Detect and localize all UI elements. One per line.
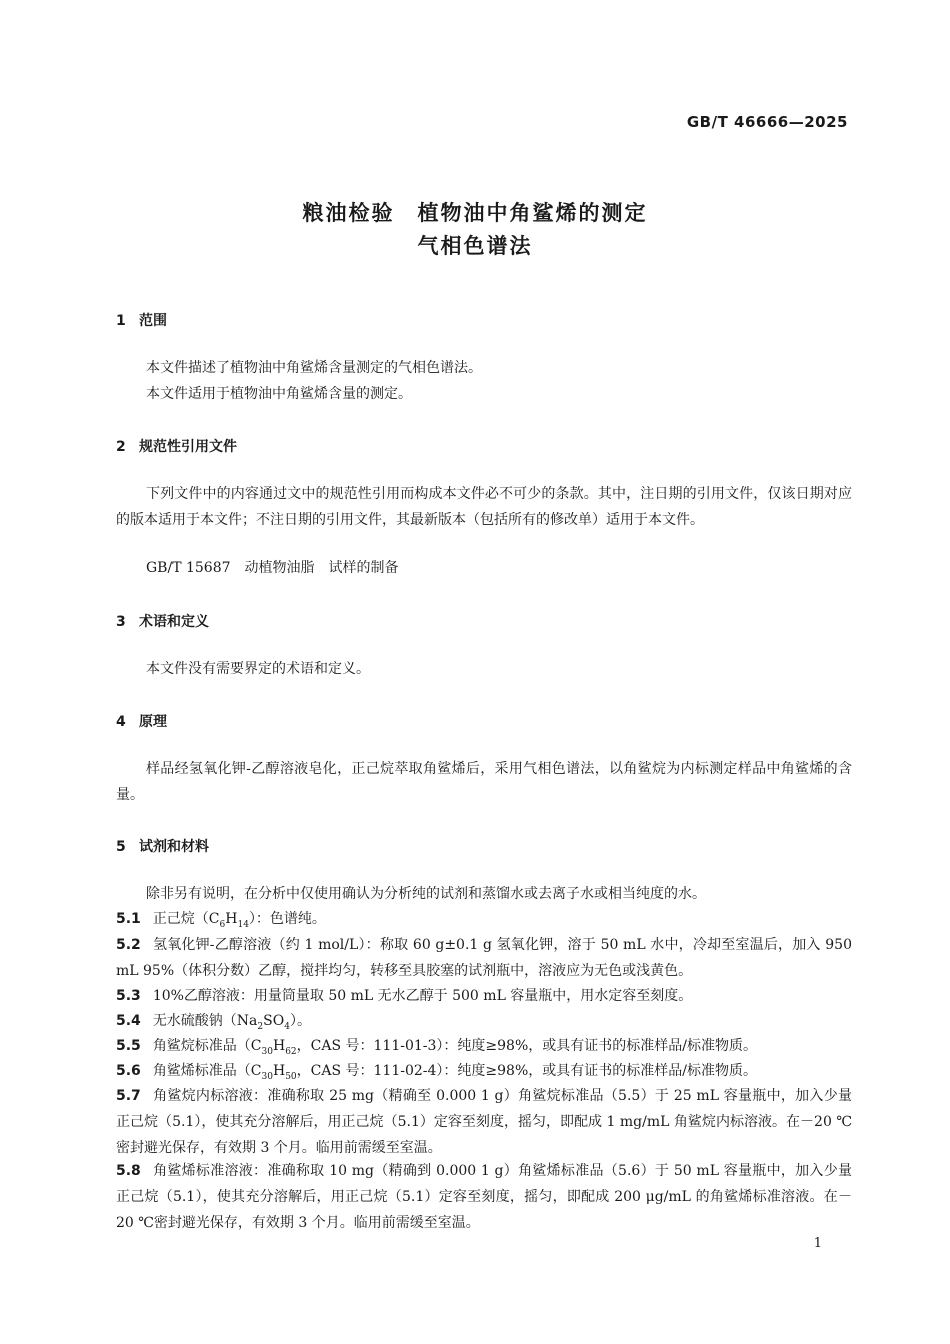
section-3-paragraph: 本文件没有需要界定的术语和定义。: [146, 661, 370, 677]
item-5-3: 5.3 10%乙醇溶液：用量筒量取 50 mL 无水乙醇于 500 mL 容量瓶中，用水定容至刻度。: [116, 988, 693, 1004]
section-1-paragraph-1: 本文件描述了植物油中角鲨烯含量测定的气相色谱法。: [146, 360, 482, 376]
item-5-6: 5.6 角鲨烯标准品（$C_{30}H_{50}$，CAS 号：111-02-4）：纯度≥98%，或具有证书的标准样品/标准物质。: [116, 1063, 757, 1082]
section-4-heading: 4 原理: [116, 714, 167, 730]
item-5-4: 5.4 无水硫酸钠$(Na_2SO_4)$。: [116, 1013, 311, 1032]
item-5-1: 5.1 正己烷$(C_6H_{14})$：色谱纯。: [116, 911, 326, 930]
section-2-heading: 2 规范性引用文件: [116, 439, 237, 455]
item-5-5: 5.5 角鲨烷标准品（$C_{30}H_{62}$，CAS 号：111-01-3）：纯度≥98%，或具有证书的标准样品/标准物质。: [116, 1038, 757, 1057]
section-2-paragraph: 下列文件中的内容通过文中的规范性引用而构成本文件必不可少的条款。其中，注日期的引用文件，仅该日期对应的版本适用于本文件；不注日期的引用文件，其最新版本（包括所有的修改单）适用于本文件。: [116, 486, 852, 528]
normative-reference: GB/T 15687 动植物油脂 试样的制备: [146, 560, 399, 576]
standard-number: GB/T 46666—2025: [686, 113, 848, 131]
document-subtitle: 气相色谱法: [417, 234, 533, 258]
section-1-heading: 1 范围: [116, 313, 167, 329]
item-5-7: 5.7 角鲨烷内标溶液：准确称取 25 mg（精确至 0.000 1 g）角鲨烷标准品（5.5）于 25 mL 容量瓶中，加入少量正己烷（5.1），使其充分溶解后，用正己烷（5.1）定容至刻度，摇匀，即配成 1 mg/mL 角鲨烷内标溶液。在－20 ℃密封避光保存，有效期 3 个月。临用前需缓至室温。: [116, 1088, 852, 1156]
section-3-heading: 3 术语和定义: [116, 614, 209, 630]
section-1-paragraph-2: 本文件适用于植物油中角鲨烯含量的测定。: [146, 386, 412, 402]
section-5-heading: 5 试剂和材料: [116, 839, 209, 855]
document-title: 粮油检验 植物油中角鲨烯的测定: [302, 201, 648, 225]
section-4-paragraph: 样品经氢氧化钾-乙醇溶液皂化，正己烷萃取角鲨烯后，采用气相色谱法，以角鲨烷为内标测定样品中角鲨烯的含量。: [116, 761, 852, 803]
page-number: 1: [813, 1236, 822, 1251]
section-5-intro: 除非另有说明，在分析中仅使用确认为分析纯的试剂和蒸馏水或去离子水或相当纯度的水。: [146, 886, 706, 902]
item-5-8: 5.8 角鲨烯标准溶液：准确称取 10 mg（精确到 0.000 1 g）角鲨烯标准品（5.6）于 50 mL 容量瓶中，加入少量正己烷（5.1），使其充分溶解后，用正己烷（5.1）定容至刻度，摇匀，即配成 200 μg/mL 的角鲨烯标准溶液。在－20 ℃密封避光保存，有效期 3 个月。临用前需缓至室温。: [116, 1163, 852, 1231]
item-5-2: 5.2 氢氧化钾-乙醇溶液（约 1 mol/L）：称取 60 g±0.1 g 氢氧化钾，溶于 50 mL 水中，冷却至室温后，加入 950 mL 95%（体积分数）乙醇，搅拌均匀，转移至具胶塞的试剂瓶中，溶液应为无色或浅黄色。: [116, 937, 852, 979]
